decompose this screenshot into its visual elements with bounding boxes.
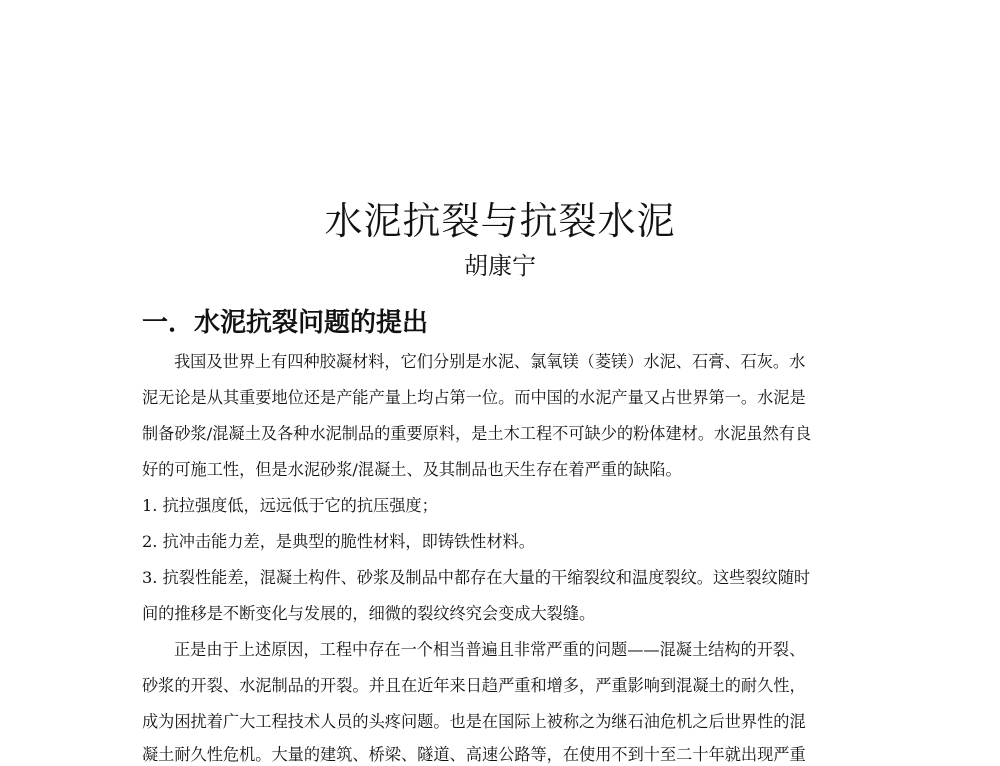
section-heading: 一．水泥抗裂问题的提出 (142, 308, 429, 338)
list-item: 2. 抗冲击能力差，是典型的脆性材料，即铸铁性材料。 (142, 532, 535, 551)
paper-title: 水泥抗裂与抗裂水泥 (324, 199, 676, 243)
paragraph-line: 泥无论是从其重要地位还是产能产量上均占第一位。而中国的水泥产量又占世界第一。水泥是 (142, 388, 806, 407)
list-item: 1. 抗拉强度低，远远低于它的抗压强度； (142, 496, 438, 515)
paragraph-line: 凝土耐久性危机。大量的建筑、桥梁、隧道、高速公路等，在使用不到十至二十年就出现严重 (142, 745, 806, 764)
author-name: 胡康宁 (464, 252, 536, 280)
paragraph-line: 间的推移是不断变化与发展的，细微的裂纹终究会变成大裂缝。 (142, 604, 596, 623)
paragraph-line: 砂浆的开裂、水泥制品的开裂。并且在近年来日趋严重和增多，严重影响到混凝土的耐久性， (142, 676, 806, 695)
paragraph-line: 成为困扰着广大工程技术人员的头疼问题。也是在国际上被称之为继石油危机之后世界性的混 (142, 712, 806, 731)
paragraph-line: 制备砂浆/混凝土及各种水泥制品的重要原料，是土木工程不可缺少的粉体建材。水泥虽然有良 (142, 424, 812, 443)
paragraph-line: 好的可施工性，但是水泥砂浆/混凝土、及其制品也天生存在着严重的缺陷。 (142, 460, 682, 479)
list-item: 3. 抗裂性能差，混凝土构件、砂浆及制品中都存在大量的干缩裂纹和温度裂纹。这些裂纹随时 (142, 568, 811, 587)
paragraph-line: 正是由于上述原因，工程中存在一个相当普遍且非常严重的问题——混凝土结构的开裂、 (174, 640, 806, 659)
paragraph-line: 我国及世界上有四种胶凝材料，它们分别是水泥、氯氧镁（菱镁）水泥、石膏、石灰。水 (174, 352, 806, 371)
